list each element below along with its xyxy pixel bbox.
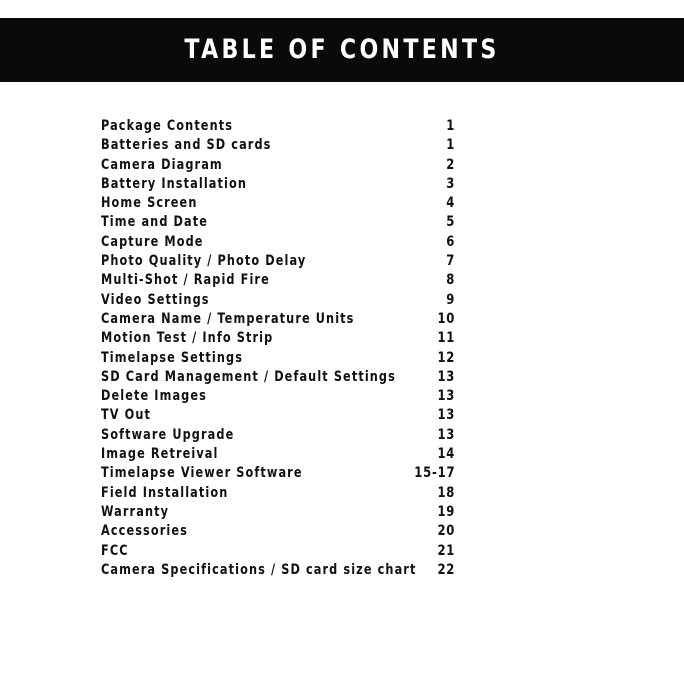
toc-entry-page: 13 [437,407,456,424]
toc-entry-page: 15-17 [414,465,456,482]
toc-entry-title: FCC [101,542,129,559]
toc-entry[interactable] [101,387,481,406]
toc-entry[interactable] [101,406,481,425]
toc-entry[interactable] [101,117,481,136]
toc-entry-title: Batteries and SD cards [101,137,272,154]
toc-entry-title: SD Card Management / Default Settings [101,368,396,385]
toc-entry-page: 13 [437,426,456,443]
toc-entry[interactable] [101,561,481,580]
toc-entry-page: 1 [446,118,456,134]
toc-entry-title: Battery Installation [101,175,247,192]
toc-entry-page: 4 [446,195,456,212]
toc-entry-page: 6 [446,233,456,250]
toc-entry-page: 5 [446,214,456,231]
toc-entry[interactable] [101,213,481,232]
toc-entry-page: 14 [437,446,456,463]
toc-entry-title: Package Contents [101,118,234,134]
toc-entry[interactable] [101,156,481,175]
toc-entry-page: 8 [446,272,456,289]
toc-entry-title: Software Upgrade [101,426,235,443]
toc-entry[interactable] [101,329,481,348]
toc-entry[interactable] [101,484,481,503]
toc-entry-page: 7 [446,253,456,270]
toc-entry-page: 19 [437,503,456,520]
toc-entry-title: Warranty [101,503,170,520]
toc-entry[interactable] [101,349,481,368]
toc-entry-title: Time and Date [101,214,209,231]
toc-entry-title: Video Settings [101,291,210,308]
table-of-contents [101,117,481,580]
toc-entry[interactable] [101,503,481,522]
toc-entry[interactable] [101,271,481,290]
toc-entry[interactable] [101,175,481,194]
toc-entry-page: 3 [446,175,456,192]
toc-entry[interactable] [101,426,481,445]
toc-entry-title: Field Installation [101,484,229,501]
toc-entry[interactable] [101,233,481,252]
toc-entry-title: Camera Diagram [101,156,223,173]
toc-entry[interactable] [101,291,481,310]
toc-entry-title: Delete Images [101,388,207,405]
toc-entry[interactable] [101,522,481,541]
toc-entry-title: TV Out [101,407,152,424]
toc-entry-page: 13 [437,368,456,385]
toc-entry-page: 10 [437,310,456,327]
toc-entry-page: 2 [446,156,456,173]
toc-entry[interactable] [101,310,481,329]
toc-entry-page: 12 [437,349,456,366]
toc-entry-page: 18 [437,484,456,501]
toc-entry-title: Image Retreival [101,446,219,463]
toc-entry-title: Timelapse Viewer Software [101,465,303,482]
toc-entry-title: Camera Specifications / SD card size chart [101,561,417,578]
toc-entry-page: 11 [437,330,456,347]
toc-entry-page: 22 [437,561,456,578]
toc-entry[interactable] [101,542,481,561]
toc-entry-title: Motion Test / Info Strip [101,330,274,347]
toc-entry[interactable] [101,368,481,387]
toc-entry-page: 1 [446,137,456,154]
title-banner [0,18,684,82]
toc-entry-title: Camera Name / Temperature Units [101,310,355,327]
toc-entry-title: Photo Quality / Photo Delay [101,253,307,270]
toc-entry[interactable] [101,194,481,213]
toc-entry-page: 13 [437,388,456,405]
toc-entry[interactable] [101,136,481,155]
toc-entry[interactable] [101,464,481,483]
toc-entry-page: 9 [446,291,456,308]
toc-entry-page: 20 [437,523,456,540]
toc-entry-title: Home Screen [101,195,198,212]
toc-entry-page: 21 [437,542,456,559]
toc-entry[interactable] [101,252,481,271]
toc-entry-title: Accessories [101,523,188,540]
page-title: TABLE OF CONTENTS [184,34,500,65]
toc-entry[interactable] [101,445,481,464]
toc-entry-title: Capture Mode [101,233,204,250]
toc-entry-title: Timelapse Settings [101,349,244,366]
toc-entry-title: Multi-Shot / Rapid Fire [101,272,270,289]
